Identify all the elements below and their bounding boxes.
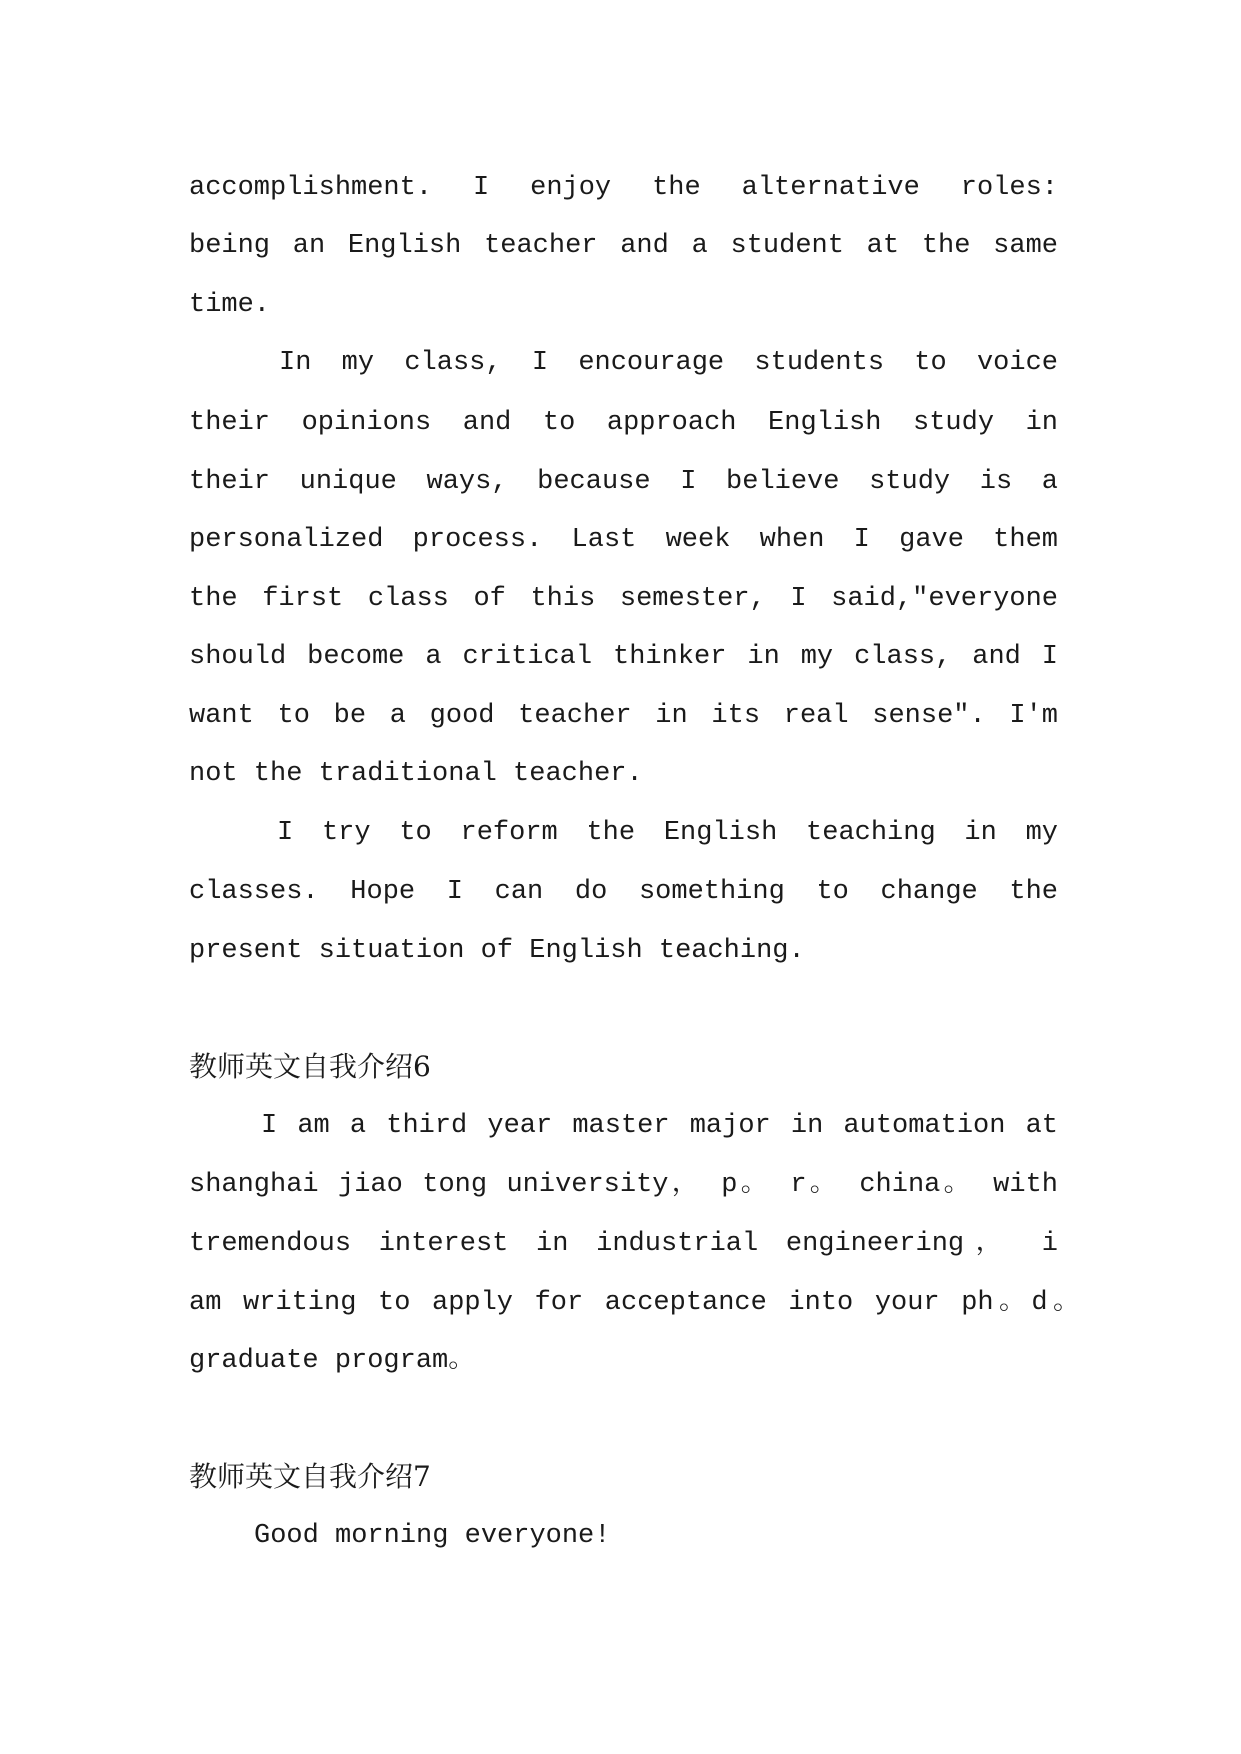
text-line: Good morning everyone!	[254, 1521, 611, 1551]
text-line: am writing to apply for acceptance into your ph。d。	[189, 1288, 1080, 1318]
text-line: the first class of this semester, I said,"everyone	[189, 584, 1058, 614]
text-line: want to be a good teacher in its real sense". I'm	[189, 701, 1058, 731]
text-line: classes. Hope I can do something to change the	[189, 877, 1058, 907]
text-line: shanghai jiao tong university， p。 r。 china。 with	[189, 1170, 1058, 1200]
text-line: present situation of English teaching.	[189, 936, 805, 966]
text-line: In my class, I encourage students to voice	[279, 348, 1058, 378]
text-line: should become a critical thinker in my class, and I	[189, 642, 1058, 672]
section-heading: 教师英文自我介绍6	[189, 1050, 431, 1083]
text-line: being an English teacher and a student at the same	[189, 231, 1058, 261]
text-line: I try to reform the English teaching in my	[277, 818, 1058, 848]
text-line: graduate program。	[189, 1346, 476, 1376]
section-heading: 教师英文自我介绍7	[189, 1460, 431, 1493]
text-line: personalized process. Last week when I gave them	[189, 525, 1058, 555]
text-line: accomplishment. I enjoy the alternative roles:	[189, 173, 1058, 203]
text-line: their unique ways, because I believe study is a	[189, 467, 1058, 497]
text-line: time.	[189, 290, 271, 320]
text-line: their opinions and to approach English study in	[189, 408, 1058, 438]
text-line: not the traditional teacher.	[189, 759, 643, 789]
text-line: tremendous interest in industrial engineering， i	[189, 1229, 1058, 1259]
text-line: I am a third year master major in automation at	[261, 1111, 1058, 1141]
